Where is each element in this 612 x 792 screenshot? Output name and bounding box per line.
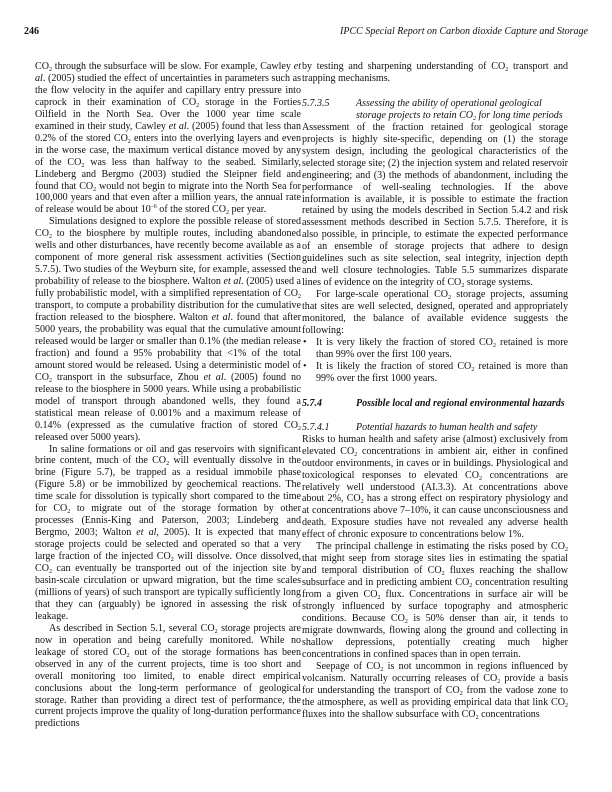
subscript: 2: [505, 67, 509, 73]
subscript: 2: [377, 595, 381, 602]
subscript: 2: [93, 186, 97, 193]
paragraph: The principal challenge in estimating the risks posed by $CO_2$ that might seep from storage sites lies in estimating the spatial and temporal distribution of $CO_2$ fluxes reaching the shallow subsurface and in predicting ambient $CO_2$ concentration resulting from a given $CO_2$ flux. Concentrations in surface air will be strongly influenced by surface topography and atmospheric conditions. Because $CO_2$ is 50% denser than air, it tends to migrate downwards, flowing along the ground and collecting in shallow depressions, potentially creating much higher concentrations in confined spaces than in open terrain.: [302, 541, 569, 660]
paragraph: $CO_2$ through the subsurface will be slow. For example, Cawley et al. (2005) studied the effect of uncertainties in parameters such as the flow velocity in the aquifer and capillary entry pressure into caprock in their examination of $CO_2$ storage in the Forties Oilfield in the North Sea. Over the 1000 year time scale examined in their study, Cawley et al. (2005) found that less than 0.2% of the stored $CO_2$ enters into the overlying layers and even in the worse case, the maximum vertical distance moved by any of the $CO_2$ was less than halfway to the seabed. Similarly, Lindeberg and Bergmo (2003) studied the Sleipner field and found that $CO_2$ would not begin to migrate into the North Sea for 100,000 years and that even after a million years, the annual rate of release would be about $10^{-6}$ of the stored $CO_2$ per year.: [35, 61, 301, 217]
list-item: • It is very likely the fraction of stored $CO_2$ retained is more than 99% over the first 100 years.: [302, 337, 568, 361]
subscript: 2: [67, 509, 71, 516]
italic-text: et al: [223, 276, 242, 288]
italic-text: et al: [203, 371, 224, 383]
paragraph: As described in Section 5.1, several $CO_2$ storage projects are now in operation and being carefully monitored. While no leakage of stored $CO_2$ out of the storage formations has been observed in any of the current projects, time is too short and overall monitoring too limited, to enable direct empirical conclusions about the long-term performance of geological storage. Rather than providing a direct test of performance, the current projects improve the quality of long-duration performance predictions: [35, 622, 301, 730]
page-header: [24, 26, 588, 40]
italic-text: et al: [136, 527, 157, 539]
paragraph: Seepage of $CO_2$ is not uncommon in regions influenced by volcanism. Naturally occurring releases of $CO_2$ provide a basis for understanding the transport of $CO_2$ from the vadose zone to the atmosphere, as well as providing empirical data that link $CO_2$ fluxes into the shallow subsurface with $CO_2$ concentrations: [302, 660, 569, 721]
subscript: 2: [469, 583, 473, 590]
subscript: 2: [298, 294, 301, 301]
subscript: 2: [127, 138, 131, 145]
subscript: 2: [475, 714, 479, 721]
subscript: 2: [497, 678, 501, 685]
subscript: 2: [196, 102, 200, 109]
paragraph: Simulations designed to explore the possible release of stored $CO_2$ to the biosphere by multiple routes, including abandoned wells and other disturbances, have recently become available as a component of more general risk assessment activities (Section 5.7.5). Two studies of the Weyburn site, for example, assessed the probability of release to the biosphere. Walton et al. (2005) used a fully probabilistic model, with a simplified representation of $CO_2$ transport, to compute a probability distribution for the cumulative fraction released to the biosphere. Walton et al. found that after 5000 years, the probability was equal that the cumulative amount released would be larger or smaller than 0.1% (the median release fraction) and found a 95% probability that <1% of the total amount stored would be released. Using a deterministic model of $CO_2$ transport in the subsurface, Zhou et al. (2005) found no release to the biosphere in 5000 years. While using a probabilistic model of transport through abandoned wells, they found a statistical mean release of 0.001% and a maximum release of 0.14% (expressed as the cumulative fraction of stored $CO_2$ released over 5000 years).: [35, 216, 302, 443]
italic-text: et al: [168, 120, 187, 132]
subscript: 2: [170, 557, 174, 564]
section-heading: [302, 398, 568, 410]
paragraph: In saline formations or oil and gas reservoirs with significant brine content, much of the $CO_2$ will eventually dissolve in the brine (Figure 5.7), be trapped as a residual immobile phase (Figure 5.8) or be immobilized by geochemical reactions. The time scale for dissolution is typically short compared to the time for $CO_2$ to migrate out of the storage formation by other processes (Ennis-King and Paterson, 2003; Lindeberg and Bergmo, 2003; Walton et al, 2005). It is expected that many storage projects could be selected and operated so that a very large fraction of the injected $CO_2$ will dissolve. Once dissolved, $CO_2$ can eventually be transported out of the injection site by basin-scale circulation or upward migration, but the time scales (millions of years) of such transport are typically sufficiently long that they can (arguably) be ignored in assessing the risk of leakage.: [35, 443, 301, 622]
right-column: [302, 61, 568, 721]
subscript: 2: [459, 690, 463, 697]
subscript: 2: [354, 451, 358, 458]
subscript: 2: [48, 67, 52, 73]
paragraph: For large-scale operational $CO_2$ storage projects, assuming that sites are well selected, designed, operated and appropriately monitored, the balance of available evidence suggests the following:: [302, 289, 568, 337]
heading-title: Possible local and regional environmental hazards: [356, 397, 565, 409]
subscript: 2: [404, 618, 408, 625]
page-number: 246: [24, 26, 39, 37]
subscript: 2: [441, 571, 445, 578]
superscript: –6: [150, 204, 157, 211]
bullet-list: [302, 337, 568, 385]
heading-number: 5.7.4.1: [302, 421, 330, 433]
subscript: 2: [448, 295, 452, 302]
subsection-heading: [302, 98, 568, 122]
subscript: 2: [360, 499, 364, 506]
subscript: 2: [214, 628, 218, 635]
list-item: • It is likely the fraction of stored $CO_2$ retained is more than 99% over the first 1000 years.: [302, 361, 568, 385]
subscript: 2: [471, 366, 475, 373]
subsection-heading: [302, 422, 568, 434]
subscript: 2: [225, 210, 229, 217]
subscript: 2: [48, 234, 52, 241]
paragraph: Risks to human health and safety arise (almost) exclusively from elevated $CO_2$ concentrations in ambient air, either in confined outdoor environments, in caves or in buildings. Physiological and toxicological responses to elevated $CO_2$ concentrations are relatively well understood (AI.3.3). At concentrations above about 2%, $CO_2$ has a strong effect on respiratory physiology and at concentrations above 7–10%, it can cause unconsciousness and death. Exposure studies have not revealed any adverse health effect of chronic exposure to concentrations below 1%.: [302, 433, 569, 541]
subscript: 2: [48, 569, 52, 576]
subscript: 2: [479, 475, 483, 482]
subscript: 2: [565, 702, 568, 709]
italic-text: et al: [35, 61, 301, 84]
subscript: 2: [492, 342, 496, 349]
subscript: 2: [461, 283, 465, 290]
subscript: 2: [380, 666, 384, 673]
running-title: IPCC Special Report on Carbon dioxide Capture and Storage: [340, 26, 588, 37]
subscript: 2: [81, 162, 85, 169]
subscript: 2: [298, 425, 301, 432]
heading-number: 5.7.3.5: [302, 97, 330, 109]
paragraph: by testing and sharpening understanding of $CO_2$ transport and trapping mechanisms.: [302, 61, 568, 84]
subscript: 2: [126, 652, 130, 659]
subscript: 2: [473, 115, 477, 122]
heading-title: Assessing the ability of operational geological storage projects to retain $CO_2$ for long time periods: [356, 97, 563, 122]
paragraph: Assessment of the fraction retained for geological storage projects is highly site-specific, depending on (1) the storage system design, including the geological characteristics of the selected storage site; (2) the injection system and related reservoir engineering; and (3) the methods of abandonment, including the performance of well-sealing technologies. If the above information is available, it is possible to estimate the fraction retained by using the models described in Section 5.4.2 and risk assessment methods described in Section 5.7.5. Therefore, it is also possible, in principle, to estimate the expected performance of an ensemble of storage projects that adhere to design guidelines such as site selection, seal integrity, injection depth and well closure technologies. Table 5.5 summarizes disparate lines of evidence on the integrity of $CO_2$ storage systems.: [302, 121, 568, 290]
subscript: 2: [565, 547, 568, 554]
subscript: 2: [166, 461, 170, 468]
left-column: [35, 61, 301, 730]
italic-text: et al: [211, 312, 231, 324]
heading-number: 5.7.4: [302, 397, 322, 409]
subscript: 2: [48, 377, 52, 384]
heading-title: Potential hazards to human health and safety: [356, 421, 538, 433]
